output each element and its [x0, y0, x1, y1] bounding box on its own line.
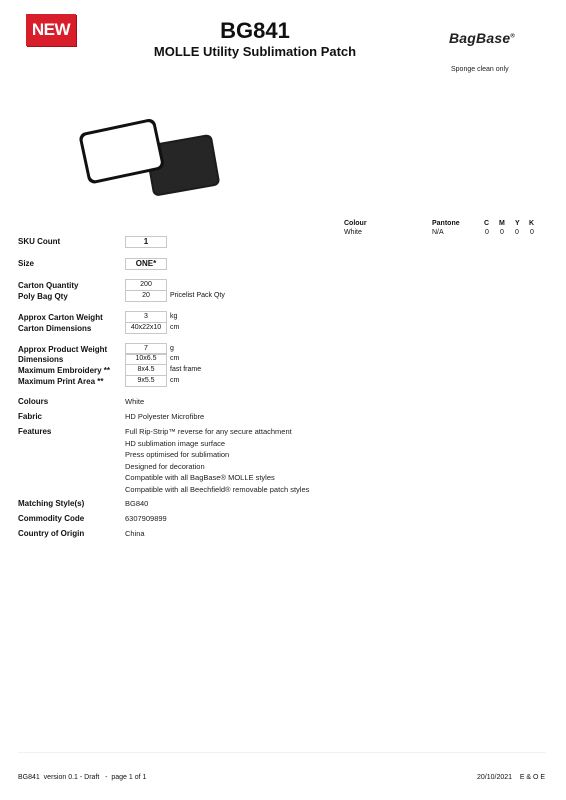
feature-item: Compatible with all Beechfield® removable patch styles — [125, 484, 310, 494]
features-label: Features — [18, 427, 52, 436]
y-cell: 0 — [515, 229, 519, 236]
dimensions-label: Dimensions — [18, 355, 64, 364]
carton-weight-value: 3 — [125, 311, 167, 323]
product-image — [78, 118, 223, 200]
m-cell: 0 — [500, 229, 504, 236]
carton-dimensions-unit: cm — [170, 324, 180, 331]
pantone-header: Pantone — [432, 220, 460, 227]
carton-quantity-value: 200 — [125, 279, 167, 291]
colour-header: Colour — [344, 220, 367, 227]
max-print-unit: cm — [170, 377, 180, 384]
country-of-origin-label: Country of Origin — [18, 529, 85, 538]
product-weight-unit: g — [170, 345, 174, 352]
sku-count-value: 1 — [125, 236, 167, 248]
sku-count-label: SKU Count — [18, 237, 61, 246]
matching-style-label: Matching Style(s) — [18, 499, 85, 508]
k-cell: 0 — [530, 229, 534, 236]
carton-quantity-label: Carton Quantity — [18, 281, 79, 290]
max-print-label: Maximum Print Area ** — [18, 377, 104, 386]
dimensions-unit: cm — [170, 355, 180, 362]
k-header: K — [529, 220, 535, 227]
feature-item: Full Rip-Strip™ reverse for any secure attachment — [125, 427, 292, 436]
max-embroidery-unit: fast frame — [170, 366, 202, 373]
max-print-value: 9x5.5 — [125, 375, 167, 387]
colour-cell: White — [344, 229, 362, 236]
fabric-value: HD Polyester Microfibre — [125, 412, 205, 421]
care-instructions: Sponge clean only — [451, 66, 509, 73]
fabric-label: Fabric — [18, 412, 43, 421]
poly-bag-qty-note: Pricelist Pack Qty — [170, 292, 225, 299]
commodity-code-value: 6307909899 — [125, 514, 167, 523]
max-embroidery-label: Maximum Embroidery ** — [18, 366, 111, 375]
poly-bag-qty-value: 20 — [125, 290, 167, 302]
new-badge: NEW — [26, 14, 76, 46]
feature-item: Press optimised for sublimation — [125, 450, 230, 459]
carton-dimensions-value: 40x22x10 — [125, 322, 167, 334]
size-label: Size — [18, 259, 35, 268]
brand-logo — [449, 30, 515, 46]
c-header: C — [484, 220, 490, 227]
carton-dimensions-label: Carton Dimensions — [18, 324, 92, 333]
product-code: BG841 — [220, 18, 290, 43]
footer-date: 20/10/2021 E & O E — [477, 774, 546, 781]
feature-item: Designed for decoration — [125, 461, 205, 471]
product-weight-label: Approx Product Weight — [18, 345, 108, 354]
commodity-code-label: Commodity Code — [18, 514, 85, 523]
footer-version: BG841 version 0.1 - Draft - page 1 of 1 — [18, 774, 147, 781]
feature-item: HD sublimation image surface — [125, 438, 226, 448]
dimensions-value: 10x6.5 — [125, 353, 167, 365]
brand-name: BagBase — [449, 30, 511, 46]
carton-weight-label: Approx Carton Weight — [18, 313, 103, 322]
poly-bag-qty-label: Poly Bag Qty — [18, 292, 68, 301]
pantone-cell: N/A — [432, 229, 444, 236]
product-name: MOLLE Utility Sublimation Patch — [153, 44, 357, 59]
y-header: Y — [515, 220, 520, 227]
footer-divider — [18, 752, 546, 753]
matching-style-value: BG840 — [125, 499, 149, 508]
max-embroidery-value: 8x4.5 — [125, 364, 167, 376]
feature-item: Compatible with all BagBase® MOLLE styles — [125, 473, 275, 482]
m-header: M — [499, 220, 505, 227]
carton-weight-unit: kg — [170, 313, 178, 320]
size-value: ONE* — [125, 258, 167, 270]
product-weight-value: 7 — [125, 343, 167, 355]
country-of-origin-value: China — [125, 529, 145, 538]
brand-mark: ® — [510, 33, 515, 40]
c-cell: 0 — [485, 229, 489, 236]
colours-label: Colours — [18, 397, 49, 406]
colours-value: White — [125, 397, 145, 406]
